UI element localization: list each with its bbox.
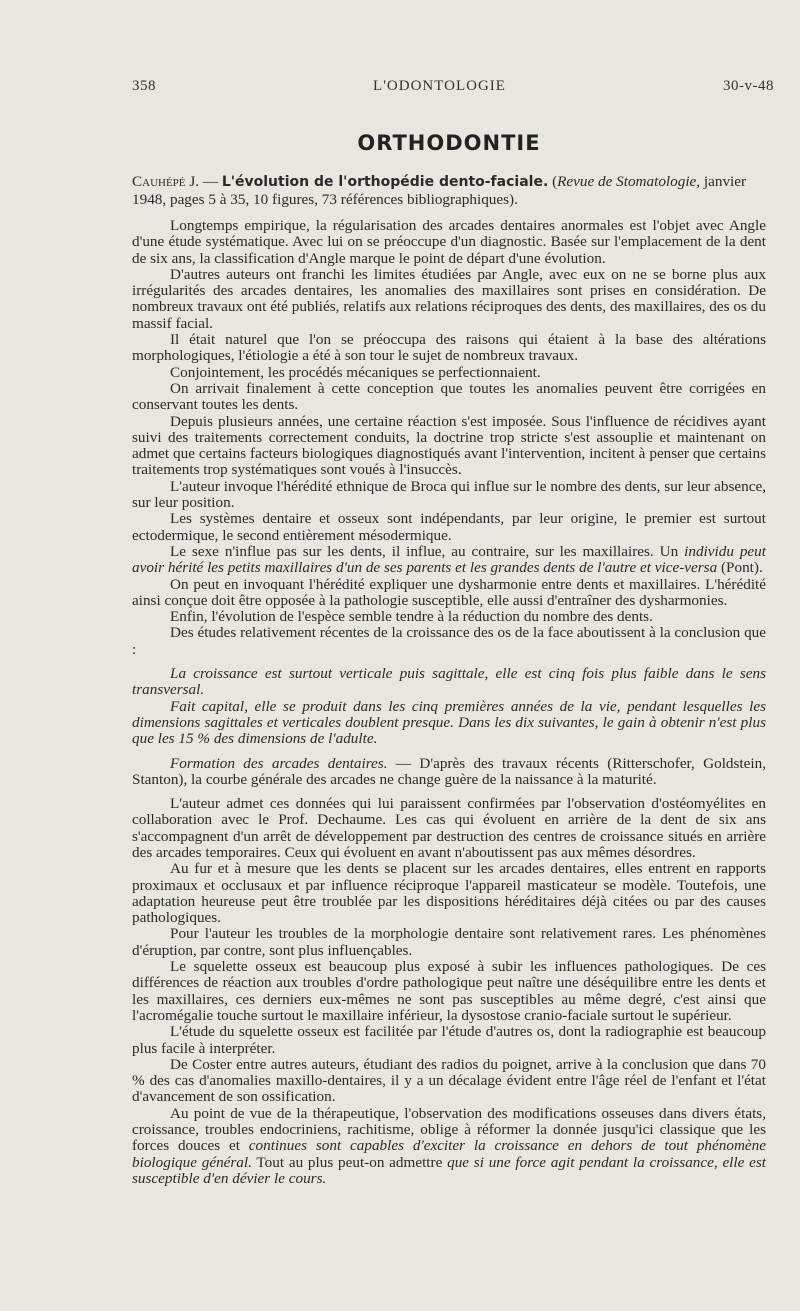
paragraph: L'étude du squelette osseux est facilitée par l'étude d'autres os, dont la radiographie est beaucoup plus facile à interpréter. bbox=[132, 1023, 766, 1057]
sexe-end: (Pont). bbox=[717, 559, 763, 577]
formation-heading: Formation des arcades dentaires. bbox=[170, 754, 388, 772]
paragraph-formation bbox=[132, 756, 766, 789]
final-italic-1: continues sont capables d'exciter la croissance en dehors de tout phénomène biologique général. bbox=[132, 1137, 766, 1171]
source-details: janvier 1948, pages 5 à 35, 10 figures, 73 références bibliographiques). bbox=[132, 173, 747, 208]
paragraph: Conjointement, les procédés mécaniques se perfectionnaient. bbox=[170, 363, 541, 381]
running-header bbox=[132, 78, 774, 95]
sexe-italic: individu peut avoir hérité les petits maxillaires d'un de ses parents et les grandes dents de l'autre et vice-versa bbox=[132, 542, 766, 577]
paragraph: Des études relativement récentes de la croissance des os de la face aboutissent à la conclusion que : bbox=[132, 624, 766, 658]
paragraph: L'auteur admet ces données qui lui paraissent confirmées par l'observation d'ostéomyélites en collaboration avec le Prof. Dechaume. Les cas qui évoluent en arrière de la dent de six ans s'accompagnent d'un arrêt de développement par destruction des centres de croissance situés en arrière des arcades temporaires. Ceux qui évoluent en avant n'aboutissent pas aux mêmes désordres. bbox=[132, 795, 766, 861]
paragraph: De Coster entre autres auteurs, étudiant des radios du poignet, arrive à la conclusion que dans 70 % des cas d'anomalies maxillo-dentaires, il y a un décalage évident entre l'âge réel de l'enfant et l'état d'avancement de son ossification. bbox=[132, 1055, 766, 1106]
paragraph: Depuis plusieurs années, une certaine réaction s'est imposée. Sous l'influence de récidives ayant suivi des traitements correctement conduits, la doctrine trop stricte s'est assouplie et maintenant on admet que certains facteurs biologiques diagnostiqués avant l'intervention, incitent à penser que certains traitements trop systématiques sont voués à l'insuccès. bbox=[132, 412, 766, 479]
paragraph-final bbox=[132, 1106, 766, 1187]
author-dash: — bbox=[199, 173, 222, 190]
sexe-text: Le sexe n'influe pas sur les dents, il influe, au contraire, sur les maxillaires. Un bbox=[170, 542, 685, 560]
paragraph: Les systèmes dentaire et osseux sont indépendants, par leur origine, le premier est surtout ectodermique, le second entièrement mésodermique. bbox=[132, 510, 766, 544]
paragraph-sexe bbox=[132, 544, 766, 577]
source-open: ( bbox=[548, 173, 558, 190]
italic-paragraph: Fait capital, elle se produit dans les cinq premières années de la vie, pendant lesquelles les dimensions sagittales et verticales doublent presque. Dans les dix suivantes, le gain à obtenir n'est plus que les 15 % des dimensions de l'adulte. bbox=[132, 697, 766, 748]
paragraph: Il était naturel que l'on se préoccupa des raisons qui étaient à la base des altérations morphologiques, l'étiologie a été à son tour le sujet de nombreux travaux. bbox=[132, 331, 766, 365]
paragraph: On peut en invoquant l'hérédité expliquer une dysharmonie entre dents et maxillaires. L'hérédité ainsi conçue doit être opposée à la pathologie susceptible, elle aussi d'entraîner des dysharmonies. bbox=[132, 575, 766, 609]
paragraph: L'auteur invoque l'hérédité ethnique de Broca qui influe sur le nombre des dents, sur leur absence, sur leur position. bbox=[132, 477, 766, 512]
formation-text: — D'après des travaux récents (Ritterschofer, Goldstein, Stanton), la courbe générale des arcades ne change guère de la naissance à la maturité. bbox=[132, 754, 766, 788]
paragraph: Longtemps empirique, la régularisation des arcades dentaires anormales est l'objet avec Angle d'une étude systématique. Avec lui on se préoccupe d'un diagnostic. Basée sur l'emplacement de la dent de six ans, la classification d'Angle marque le point de départ d'une évolution. bbox=[132, 217, 766, 267]
article-reference bbox=[132, 173, 766, 208]
final-text-1: Au point de vue de la thérapeutique, l'observation des modifications osseuses dans divers états, croissance, troubles endocriniens, rachitisme, oblige à réformer la donnée jusqu'ici classique que les forces douces et bbox=[132, 1104, 766, 1155]
issue-date: 30-v-48 bbox=[723, 78, 774, 94]
paragraph: Enfin, l'évolution de l'espèce semble tendre à la réduction du nombre des dents. bbox=[170, 608, 653, 626]
paragraph: Au fur et à mesure que les dents se placent sur les arcades dentaires, elles entrent en rapports proximaux et occlusaux et par influence réciproque l'appareil masticateur se modèle. Toutefois, une adaptation heureuse peut être troublée par les dispositions héréditaires déjà citées ou par des causes pathologiques. bbox=[132, 860, 766, 927]
source-journal: Revue de Stomatologie, bbox=[557, 173, 701, 190]
paragraph: On arrivait finalement à cette conception que toutes les anomalies peuvent être corrigées en conservant toutes les dents. bbox=[132, 379, 766, 414]
paragraph: Pour l'auteur les troubles de la morphologie dentaire sont relativement rares. Les phénomènes d'éruption, par contre, sont plus influençables. bbox=[132, 925, 766, 959]
section-title: ORTHODONTIE bbox=[357, 131, 541, 155]
article-body bbox=[132, 218, 766, 1187]
paragraph: D'autres auteurs ont franchi les limites étudiées par Angle, avec eux on ne se borne plus aux irrégularités des arcades dentaires, les anomalies des maxillaires sont prises en considération. De nombreux travaux ont été publiés, relatifs aux relations réciproques des dents, des maxillaires, des os du massif facial. bbox=[132, 265, 766, 332]
article-author: Cauhépé J. bbox=[132, 173, 200, 190]
article-title: L'évolution de l'orthopédie dento-faciale. bbox=[221, 174, 549, 190]
italic-paragraph: La croissance est surtout verticale puis sagittale, elle est cinq fois plus faible dans le sens transversal. bbox=[132, 665, 766, 699]
page-number: 358 bbox=[132, 78, 156, 94]
final-text-2: Tout au plus peut-on admettre bbox=[251, 1153, 448, 1171]
final-italic-2: que si une force agit pendant la croissance, elle est susceptible d'en dévier le cours. bbox=[132, 1153, 767, 1187]
journal-title: L'ODONTOLOGIE bbox=[373, 78, 506, 94]
paragraph: Le squelette osseux est beaucoup plus exposé à subir les influences pathologiques. De ces différences de réaction aux troubles d'ordre pathologique peut naître une déséquilibre entre les dents et les maxillaires, ces derniers eux-mêmes ne sont pas susceptibles au même degré, c'est ainsi que l'acromégalie touche surtout le maxillaire inférieur, la dysostose cranio-faciale surtout le supérieur. bbox=[132, 958, 766, 1024]
